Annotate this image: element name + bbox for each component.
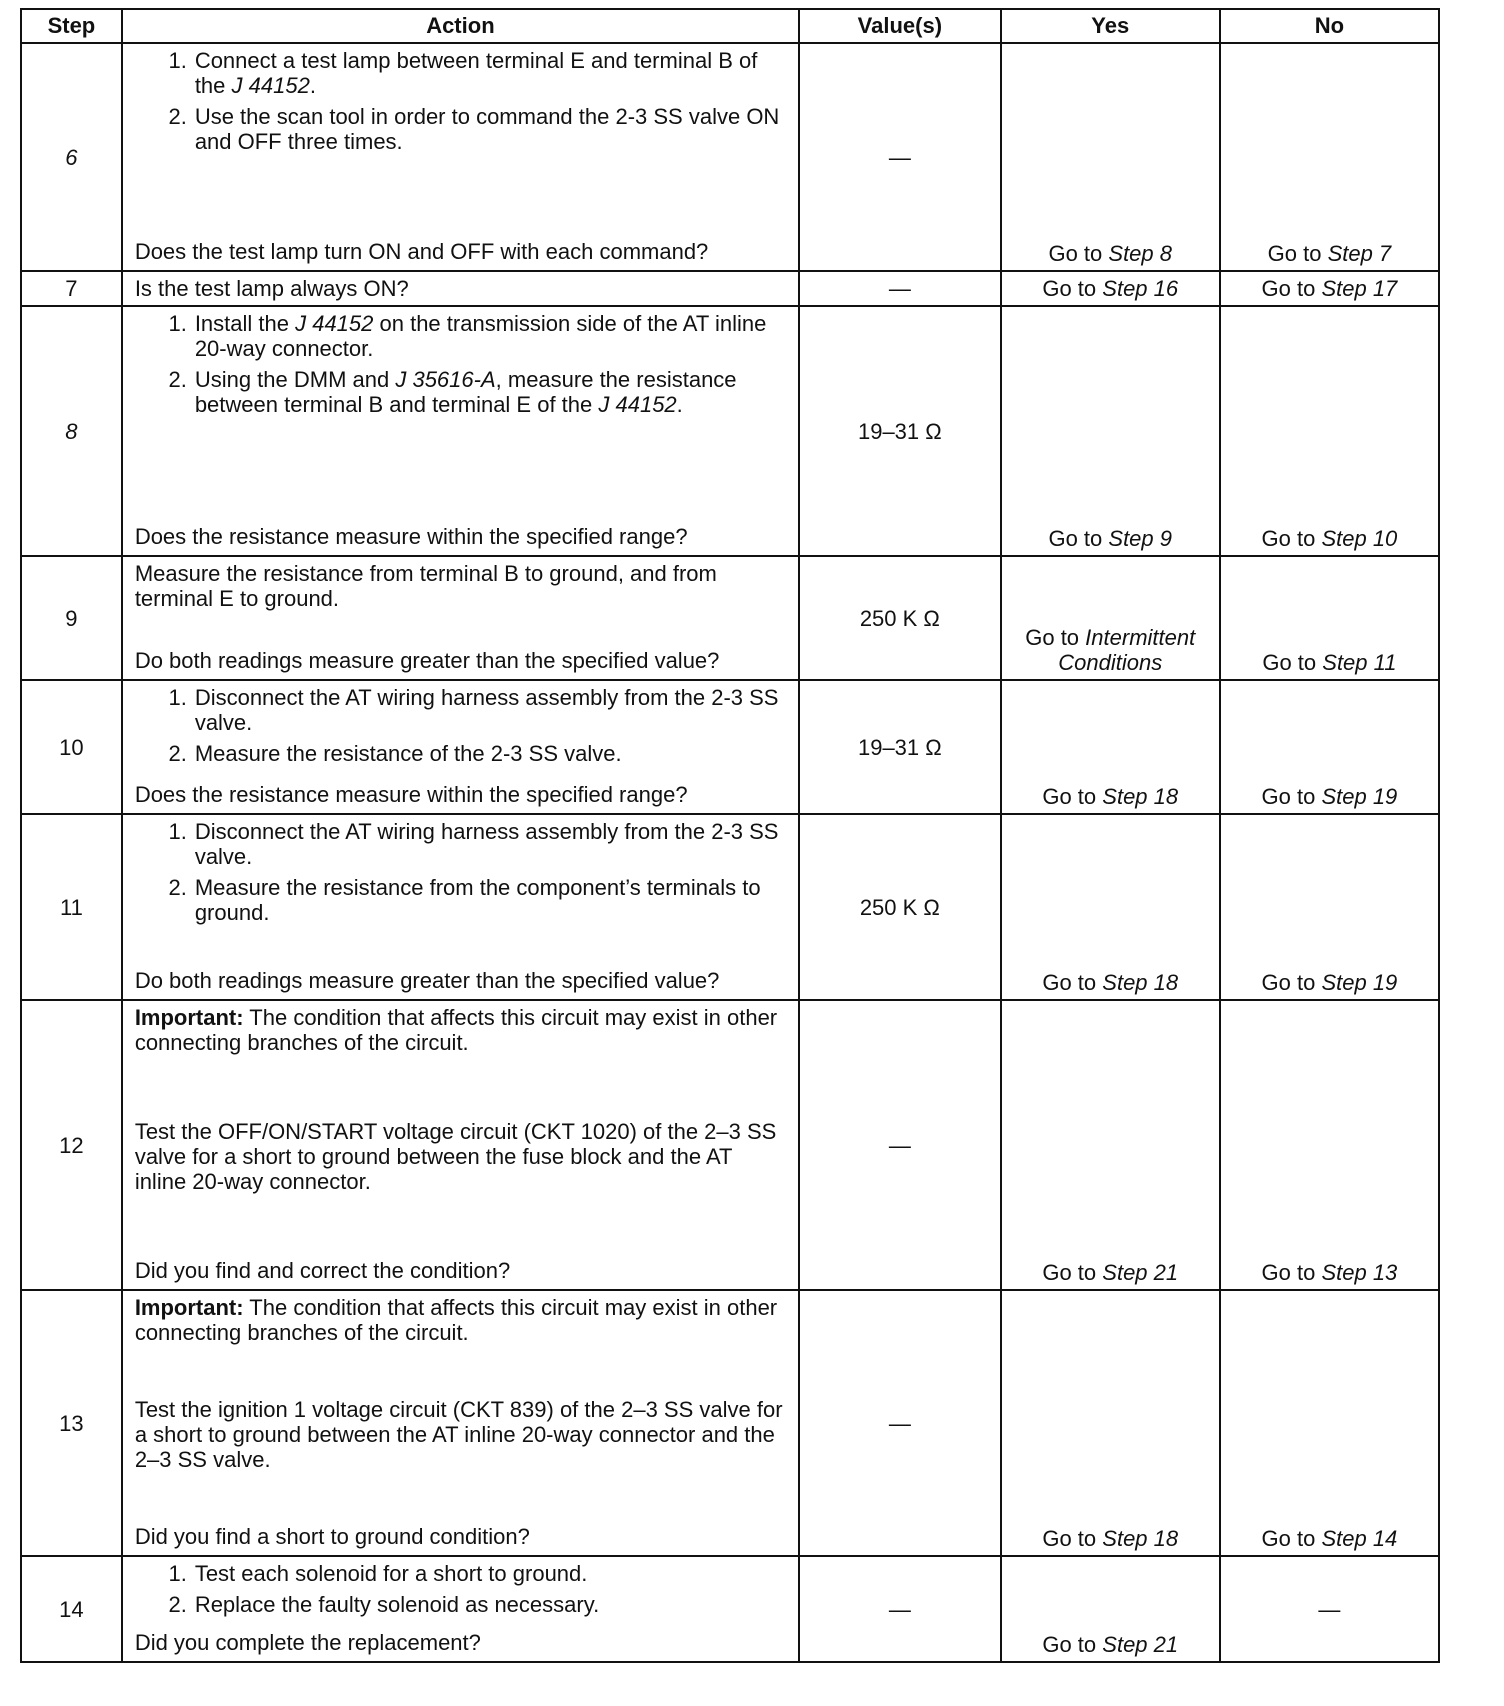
action-body: Test the OFF/ON/START voltage circuit (CKT 1020) of the 2–3 SS valve for a short to ground between the fuse block and the AT inline 20-way connector. [134, 1119, 777, 1194]
action-body: Test the ignition 1 voltage circuit (CKT 839) of the 2–3 SS valve for a short to ground between the AT inline 20-way connector and the 2–3 SS valve. [134, 1397, 783, 1472]
table-row [21, 1556, 1439, 1662]
action-steps [135, 311, 788, 423]
action-question: Did you find a short to ground condition? [134, 1524, 530, 1549]
action-question: Does the resistance measure within the specified range? [134, 524, 688, 549]
diagnostic-table-container [20, 8, 1440, 1663]
header-values: Value(s) [799, 9, 1001, 43]
action-cell [122, 680, 799, 814]
no-cell: Go to Step 13 [1220, 1000, 1439, 1290]
action-cell [122, 1000, 799, 1290]
action-steps [135, 48, 788, 160]
value-cell: 250 K Ω [799, 556, 1001, 680]
action-cell [122, 306, 799, 556]
table-row [21, 271, 1439, 306]
action-steps [135, 685, 788, 772]
action-question: Does the resistance measure within the specified range? [134, 782, 688, 807]
action-question: Do both readings measure greater than the specified value? [134, 648, 720, 673]
yes-cell: Go to Step 18 [1001, 814, 1220, 1000]
step-number: 10 [21, 680, 122, 814]
yes-cell: Go to Intermittent Conditions [1001, 556, 1220, 680]
action-steps [135, 819, 788, 931]
action-cell [122, 271, 799, 306]
header-no: No [1220, 9, 1439, 43]
action-question: Did you find and correct the condition? [134, 1258, 511, 1283]
action-question: Does the test lamp turn ON and OFF with each command? [134, 239, 709, 264]
header-action: Action [122, 9, 799, 43]
value-cell: 19–31 Ω [799, 680, 1001, 814]
action-question: Do both readings measure greater than the specified value? [134, 968, 720, 993]
table-row [21, 680, 1439, 814]
table-row [21, 43, 1439, 271]
step-number: 13 [21, 1290, 122, 1556]
list-item: 1. Disconnect the AT wiring harness assembly from the 2-3 SS valve. [168, 685, 779, 735]
list-item: 2. Replace the faulty solenoid as necessary. [168, 1592, 600, 1617]
value-cell: — [799, 1000, 1001, 1290]
diagnostic-table [20, 8, 1440, 1663]
no-cell: Go to Step 14 [1220, 1290, 1439, 1556]
action-question: Did you complete the replacement? [134, 1630, 481, 1655]
step-number: 6 [21, 43, 122, 271]
no-cell: Go to Step 10 [1220, 306, 1439, 556]
important-note: Important: The condition that affects this circuit may exist in other connecting branches of the circuit. [134, 1005, 778, 1055]
table-row [21, 1000, 1439, 1290]
table-row [21, 1290, 1439, 1556]
action-cell [122, 43, 799, 271]
action-steps [135, 1561, 788, 1623]
step-number: 14 [21, 1556, 122, 1662]
value-cell: 19–31 Ω [799, 306, 1001, 556]
important-note: Important: The condition that affects this circuit may exist in other connecting branches of the circuit. [134, 1295, 778, 1345]
action-cell [122, 1556, 799, 1662]
step-number: 8 [21, 306, 122, 556]
action-intro: Measure the resistance from terminal B to ground, and from terminal E to ground. [134, 561, 717, 611]
list-item: 1. Install the J 44152 on the transmission side of the AT inline 20-way connector. [168, 311, 767, 361]
list-item: 2. Use the scan tool in order to command the 2-3 SS valve ON and OFF three times. [168, 104, 780, 154]
no-cell: Go to Step 7 [1220, 43, 1439, 271]
table-row [21, 814, 1439, 1000]
list-item: 1. Test each solenoid for a short to ground. [168, 1561, 588, 1586]
header-step: Step [21, 9, 122, 43]
step-number: 12 [21, 1000, 122, 1290]
list-item: 1. Disconnect the AT wiring harness assembly from the 2-3 SS valve. [168, 819, 779, 869]
list-item: 1. Connect a test lamp between terminal E and terminal B of the J 44152. [168, 48, 758, 98]
value-cell: — [799, 1290, 1001, 1556]
header-yes: Yes [1001, 9, 1220, 43]
step-number: 7 [21, 271, 122, 306]
step-number: 11 [21, 814, 122, 1000]
yes-cell: Go to Step 21 [1001, 1556, 1220, 1662]
table-row [21, 556, 1439, 680]
yes-cell: Go to Step 16 [1001, 271, 1220, 306]
list-item: 2. Measure the resistance from the component’s terminals to ground. [168, 875, 761, 925]
action-cell [122, 556, 799, 680]
header-row [21, 9, 1439, 43]
no-cell: Go to Step 17 [1220, 271, 1439, 306]
action-question: Is the test lamp always ON? [134, 276, 409, 301]
list-item: 2. Using the DMM and J 35616-A, measure the resistance between terminal B and terminal E of the J 44152. [168, 367, 737, 417]
yes-cell: Go to Step 18 [1001, 1290, 1220, 1556]
value-cell: — [799, 43, 1001, 271]
no-cell: Go to Step 19 [1220, 814, 1439, 1000]
yes-cell: Go to Step 18 [1001, 680, 1220, 814]
step-number: 9 [21, 556, 122, 680]
yes-cell: Go to Step 21 [1001, 1000, 1220, 1290]
no-cell: — [1220, 1556, 1439, 1662]
no-cell: Go to Step 11 [1220, 556, 1439, 680]
action-cell [122, 814, 799, 1000]
table-row [21, 306, 1439, 556]
yes-cell: Go to Step 9 [1001, 306, 1220, 556]
value-cell: 250 K Ω [799, 814, 1001, 1000]
no-cell: Go to Step 19 [1220, 680, 1439, 814]
action-cell [122, 1290, 799, 1556]
value-cell: — [799, 1556, 1001, 1662]
value-cell: — [799, 271, 1001, 306]
yes-cell: Go to Step 8 [1001, 43, 1220, 271]
list-item: 2. Measure the resistance of the 2-3 SS valve. [168, 741, 622, 766]
